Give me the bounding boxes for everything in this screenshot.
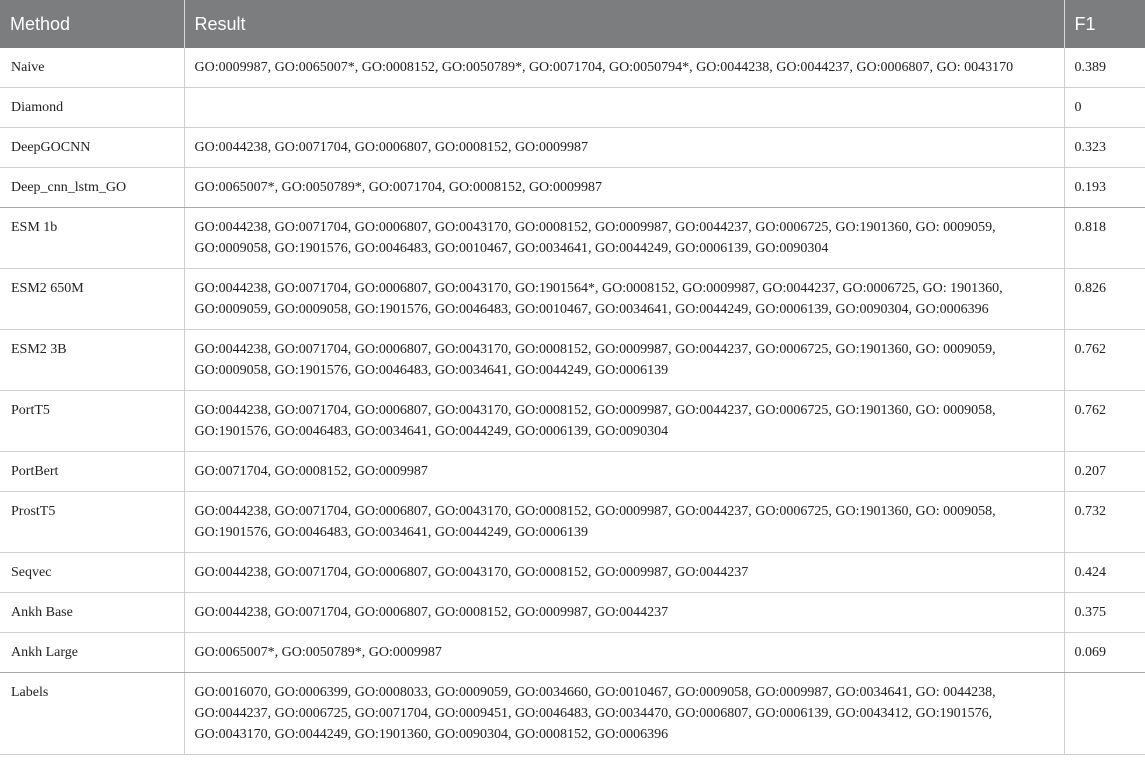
method-cell: Seqvec xyxy=(0,553,184,593)
f1-cell: 0.424 xyxy=(1064,553,1145,593)
method-cell: ESM2 650M xyxy=(0,269,184,330)
method-cell: Diamond xyxy=(0,88,184,128)
method-cell: Naive xyxy=(0,48,184,88)
header-row xyxy=(0,0,1145,48)
method-cell: Labels xyxy=(0,673,184,755)
result-cell: GO:0044238, GO:0071704, GO:0006807, GO:0043170, GO:0008152, GO:0009987, GO:0044237, GO:0006725, GO:1901360, GO: 0009058, GO:1901576, GO:0046483, GO:0034641, GO:0044249, GO:0006139, GO:0090304 xyxy=(184,391,1064,452)
result-cell: GO:0044238, GO:0071704, GO:0006807, GO:0043170, GO:0008152, GO:0009987, GO:0044237, GO:0006725, GO:1901360, GO: 0009058, GO:1901576, GO:0046483, GO:0034641, GO:0044249, GO:0006139 xyxy=(184,492,1064,553)
f1-cell: 0.193 xyxy=(1064,168,1145,208)
f1-cell: 0.762 xyxy=(1064,391,1145,452)
method-cell: ESM 1b xyxy=(0,208,184,269)
method-cell: ESM2 3B xyxy=(0,330,184,391)
table-row xyxy=(0,492,1145,553)
result-cell: GO:0065007*, GO:0050789*, GO:0009987 xyxy=(184,633,1064,673)
table-row xyxy=(0,168,1145,208)
method-cell: PortT5 xyxy=(0,391,184,452)
method-cell: DeepGOCNN xyxy=(0,128,184,168)
method-cell: ProstT5 xyxy=(0,492,184,553)
f1-cell: 0.323 xyxy=(1064,128,1145,168)
result-cell: GO:0044238, GO:0071704, GO:0006807, GO:0008152, GO:0009987, GO:0044237 xyxy=(184,593,1064,633)
table-row xyxy=(0,593,1145,633)
table-row xyxy=(0,673,1145,755)
f1-cell: 0.389 xyxy=(1064,48,1145,88)
table-row xyxy=(0,88,1145,128)
table-row xyxy=(0,269,1145,330)
table-row xyxy=(0,48,1145,88)
method-cell: Ankh Base xyxy=(0,593,184,633)
table-row xyxy=(0,208,1145,269)
table-row xyxy=(0,633,1145,673)
header-result: Result xyxy=(184,0,1064,48)
result-cell: GO:0016070, GO:0006399, GO:0008033, GO:0009059, GO:0034660, GO:0010467, GO:0009058, GO:0009987, GO:0034641, GO: 0044238, GO:0044237, GO:0006725, GO:0071704, GO:0009451, GO:0046483, GO:0034470, GO:0006807, GO:0006139, GO:0043412, GO:1901576, GO:0043170, GO:0044249, GO:1901360, GO:0090304, GO:0008152, GO:0006396 xyxy=(184,673,1064,755)
table-header xyxy=(0,0,1145,48)
f1-cell: 0.818 xyxy=(1064,208,1145,269)
result-cell xyxy=(184,88,1064,128)
method-cell: PortBert xyxy=(0,452,184,492)
table-row xyxy=(0,452,1145,492)
f1-cell: 0.762 xyxy=(1064,330,1145,391)
result-cell: GO:0065007*, GO:0050789*, GO:0071704, GO:0008152, GO:0009987 xyxy=(184,168,1064,208)
header-f1: F1 xyxy=(1064,0,1145,48)
f1-cell: 0.826 xyxy=(1064,269,1145,330)
f1-cell: 0.069 xyxy=(1064,633,1145,673)
method-cell: Deep_cnn_lstm_GO xyxy=(0,168,184,208)
f1-cell xyxy=(1064,673,1145,755)
table-row xyxy=(0,553,1145,593)
result-cell: GO:0044238, GO:0071704, GO:0006807, GO:0008152, GO:0009987 xyxy=(184,128,1064,168)
f1-cell: 0.207 xyxy=(1064,452,1145,492)
result-cell: GO:0009987, GO:0065007*, GO:0008152, GO:0050789*, GO:0071704, GO:0050794*, GO:0044238, GO:0044237, GO:0006807, GO: 0043170 xyxy=(184,48,1064,88)
result-cell: GO:0044238, GO:0071704, GO:0006807, GO:0043170, GO:0008152, GO:0009987, GO:0044237, GO:0006725, GO:1901360, GO: 0009059, GO:0009058, GO:1901576, GO:0046483, GO:0034641, GO:0044249, GO:0006139 xyxy=(184,330,1064,391)
result-cell: GO:0044238, GO:0071704, GO:0006807, GO:0043170, GO:0008152, GO:0009987, GO:0044237 xyxy=(184,553,1064,593)
result-cell: GO:0071704, GO:0008152, GO:0009987 xyxy=(184,452,1064,492)
table-row xyxy=(0,330,1145,391)
method-cell: Ankh Large xyxy=(0,633,184,673)
table-row xyxy=(0,391,1145,452)
table-row xyxy=(0,128,1145,168)
header-method: Method xyxy=(0,0,184,48)
result-cell: GO:0044238, GO:0071704, GO:0006807, GO:0043170, GO:1901564*, GO:0008152, GO:0009987, GO:0044237, GO:0006725, GO: 1901360, GO:0009059, GO:0009058, GO:1901576, GO:0046483, GO:0010467, GO:0034641, GO:0044249, GO:0006139, GO:0090304, GO:0006396 xyxy=(184,269,1064,330)
f1-cell: 0 xyxy=(1064,88,1145,128)
f1-cell: 0.732 xyxy=(1064,492,1145,553)
table-body xyxy=(0,48,1145,755)
result-cell: GO:0044238, GO:0071704, GO:0006807, GO:0043170, GO:0008152, GO:0009987, GO:0044237, GO:0006725, GO:1901360, GO: 0009059, GO:0009058, GO:1901576, GO:0046483, GO:0010467, GO:0034641, GO:0044249, GO:0006139, GO:0090304 xyxy=(184,208,1064,269)
f1-cell: 0.375 xyxy=(1064,593,1145,633)
